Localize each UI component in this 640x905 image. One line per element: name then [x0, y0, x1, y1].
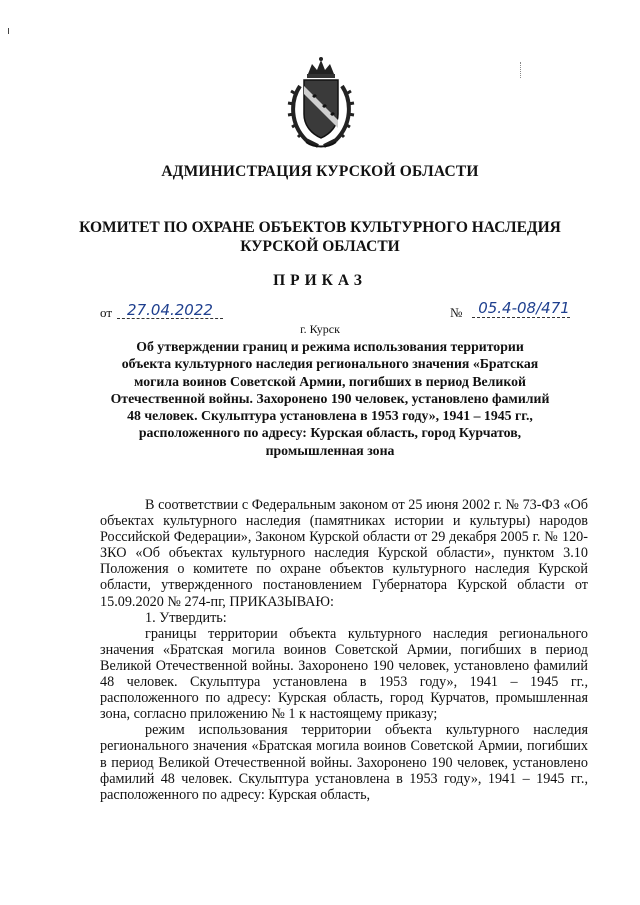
committee-title-line: КОМИТЕТ ПО ОХРАНЕ ОБЪЕКТОВ КУЛЬТУРНОГО НАСЛЕДИЯ — [79, 219, 561, 236]
subject-line: 48 человек. Скульптура установлена в 1953 году», 1941 – 1945 гг., — [127, 408, 533, 424]
number-label: № — [450, 305, 463, 320]
subject-line: расположенного по адресу: Курская область, город Курчатов, — [138, 425, 522, 441]
body-paragraph: границы территории объекта культурного наследия регионального значения «Братская могила воинов Советской Армии, погибших в период Великой Отечественной войны. Захоронено 190 человек, установлено фамилий 48 человек. Скульптура установлена в 1953 году», 1941 – 1945 гг., расположенного по адресу: Курская область, город Курчатов, промышленная зона, согласно приложению № 1 к настоящему приказу; — [100, 625, 588, 723]
coat-of-arms-emblem — [286, 56, 356, 151]
subject-line: Отечественной войны. Захоронено 190 человек, установлено фамилий — [110, 390, 550, 406]
body-paragraph: В соответствии с Федеральным законом от 25 июня 2002 г. № 73-ФЗ «Об объектах культурного наследия (памятниках истории и культуры) народов Российской Федерации», Законом Курской области от 29 декабря 2005 г. № 120-ЗКО «Об объектах культурного наследия Курской области», пунктом 3.10 Положения о комитете по охране объектов культурного наследия Курской области, утвержденного постановлением Губернатора Курской области от 15.09.2020 № 274-пг, ПРИКАЗЫВАЮ: — [100, 497, 588, 610]
committee-title-line: КУРСКОЙ ОБЛАСТИ — [240, 238, 400, 255]
order-subject — [100, 338, 560, 459]
order-body — [100, 497, 588, 803]
subject-line: объекта культурного наследия регионального значения «Братская — [121, 356, 539, 372]
number-underline — [472, 317, 570, 318]
scan-mark — [520, 62, 522, 78]
body-paragraph: режим использования территории объекта культурного наследия регионального значения «Братская могила воинов Советской Армии, погибших в период Великой Отечественной войны. Захоронено 190 человек, установлено фамилий 48 человек. Скульптура установлена в 1953 году», 1941 – 1945 гг., расположенного по адресу: Курская область, — [100, 722, 588, 803]
document-type: ПРИКАЗ — [273, 272, 367, 289]
city-label: г. Курск — [300, 322, 340, 336]
order-number: 05.4-08/471 — [478, 299, 570, 317]
scan-mark — [8, 28, 9, 34]
administration-title: АДМИНИСТРАЦИЯ КУРСКОЙ ОБЛАСТИ — [161, 163, 479, 180]
subject-line: промышленная зона — [265, 442, 395, 458]
date-label: от — [100, 305, 113, 320]
committee-title — [0, 218, 640, 256]
subject-line: Об утверждении границ и режима использования территории — [136, 339, 524, 354]
date-underline — [117, 318, 223, 319]
body-paragraph: 1. Утвердить: — [145, 609, 227, 626]
subject-line: могила воинов Советской Армии, погибших в период Великой — [134, 373, 526, 389]
order-date: 27.04.2022 — [127, 301, 213, 319]
